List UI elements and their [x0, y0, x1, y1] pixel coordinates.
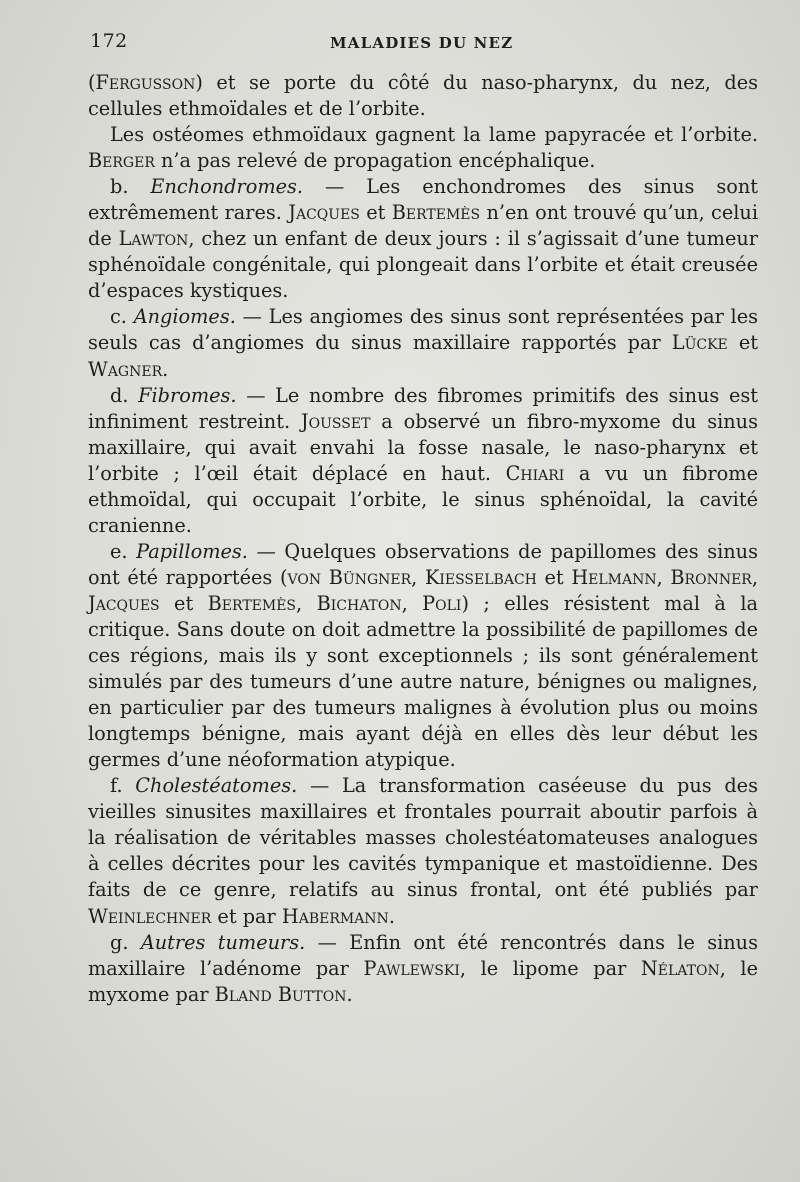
author-name: Jacques: [288, 201, 360, 225]
text-run: e.: [110, 539, 137, 563]
text-run: , chez un enfant de deux jours : il s’agissait d’une tumeur sphénoïdale congénitale, qui plongeait dans l’orbite et était creusée d’espaces kystiques.: [88, 227, 758, 303]
text-run: ,: [411, 565, 425, 589]
text-run: ,: [656, 565, 671, 589]
section-heading: Angiomes.: [133, 305, 236, 329]
section-heading: Autres tumeurs.: [140, 930, 306, 954]
text-run: d.: [110, 383, 139, 407]
paragraph-p6: [88, 773, 758, 929]
paragraph-p5: [88, 539, 758, 773]
paragraph-p1: [88, 122, 758, 174]
author-name: Jousset: [300, 409, 371, 433]
text-run: — Les angiomes des sinus sont représentées par les seuls cas d’angiomes du sinus maxillaire rapportés par: [88, 305, 759, 355]
author-name: Berger: [88, 149, 155, 173]
author-name: Bichaton: [316, 591, 402, 615]
paragraph-p3: [88, 304, 758, 382]
text-run: .: [162, 357, 169, 381]
paragraph-p7: [88, 930, 758, 1008]
author-name: von Büngner: [287, 565, 412, 589]
author-name: Jacques: [88, 591, 160, 615]
text-run: — Les enchondromes des sinus sont extrêmement rares.: [88, 175, 758, 225]
text-run: a vu un fibrome ethmoïdal, qui occupait l’orbite, le sinus sphénoïdal, la cavité cranienne.: [88, 461, 758, 537]
author-name: Nélaton: [640, 956, 720, 980]
section-heading: Cholestéatomes.: [135, 774, 298, 798]
author-name: Helmann: [571, 565, 657, 589]
text-run: et par: [211, 904, 282, 928]
text-run: , le myxome par: [88, 956, 758, 1006]
author-name: Bertemès: [207, 591, 297, 615]
text-run: b.: [110, 175, 151, 199]
author-name: Bertemès: [391, 201, 481, 225]
section-heading: Enchondromes.: [150, 175, 304, 199]
section-heading: Fibromes.: [138, 383, 237, 407]
text-run: n’a pas relevé de propagation encéphalique.: [154, 149, 596, 173]
author-name: Lücke: [671, 331, 728, 355]
text-run: a observé un fibro-myxome du sinus maxillaire, qui avait envahi la fosse nasale, le naso-pharynx et l’orbite ; l’œil était déplacé en haut.: [88, 409, 758, 485]
author-name: Habermann: [281, 904, 389, 928]
author-name: Pawlewski: [363, 956, 460, 980]
text-run: , le lipome par: [459, 956, 641, 980]
text-run: ,: [296, 591, 317, 615]
author-name: Bland Button: [214, 982, 347, 1006]
text-run: Les ostéomes ethmoïdaux gagnent la lame papyracée et l’orbite.: [110, 123, 758, 147]
running-title: MALADIES DU NEZ: [330, 34, 514, 52]
section-heading: Papillomes.: [136, 539, 248, 563]
text-run: et: [536, 565, 572, 589]
author-name: Wagner: [88, 357, 163, 381]
text-run: et: [359, 201, 392, 225]
body-text: [88, 70, 758, 1008]
text-run: (: [88, 71, 96, 94]
author-name: Poli: [422, 591, 462, 615]
text-run: .: [346, 982, 353, 1006]
text-run: .: [388, 904, 395, 928]
text-run: ,: [401, 591, 423, 615]
text-run: c.: [110, 305, 134, 329]
author-name: Kiesselbach: [424, 565, 537, 589]
text-run: et: [159, 591, 208, 615]
text-run: f.: [110, 774, 136, 798]
text-run: n’en ont trouvé qu’un, celui de: [88, 201, 759, 251]
text-run: — Enfin ont été rencontrés dans le sinus maxillaire l’adénome par: [88, 930, 758, 980]
text-run: — Le nombre des fibromes primitifs des sinus est infiniment restreint.: [88, 383, 758, 433]
author-name: Weinlechner: [88, 904, 212, 928]
paragraph-p4: [88, 383, 758, 539]
text-run: — Quelques observations de papillomes des sinus ont été rapportées (: [88, 539, 758, 589]
page-header: [90, 30, 760, 58]
author-name: Chiari: [505, 461, 565, 485]
text-run: ) ; elles résistent mal à la critique. Sans doute on doit admettre la possibilité de papillomes de ces régions, mais ils y sont exceptionnels ; ils sont généralement simulés par des tumeurs d’une autre nature, bénignes ou malignes, en particulier par des tumeurs malignes à évolution plus ou moins longtemps bénigne, mais ayant déjà en elles dès leur début les germes d’une néoformation atypique.: [88, 591, 758, 772]
text-run: ) et se porte du côté du naso-pharynx, du nez, des cellules ethmoïdales et de l’orbite.: [88, 71, 758, 121]
paragraph-p2: [88, 174, 758, 304]
text-run: et: [727, 331, 758, 355]
page-number: 172: [90, 30, 128, 52]
author-name: Fergusson: [95, 71, 196, 94]
text-run: g.: [110, 930, 141, 954]
author-name: Lawton: [118, 227, 189, 251]
text-run: ,: [751, 565, 758, 589]
text-run: — La transformation caséeuse du pus des vieilles sinusites maxillaires et frontales pourrait aboutir parfois à la réalisation de véritables masses cholestéatomateuses analogues à celles décrites pour les cavités tympanique et mastoïdienne. Des faits de ce genre, relatifs au sinus frontal, ont été publiés par: [88, 774, 758, 902]
author-name: Bronner: [670, 565, 752, 589]
paragraph-p0: [88, 70, 758, 122]
